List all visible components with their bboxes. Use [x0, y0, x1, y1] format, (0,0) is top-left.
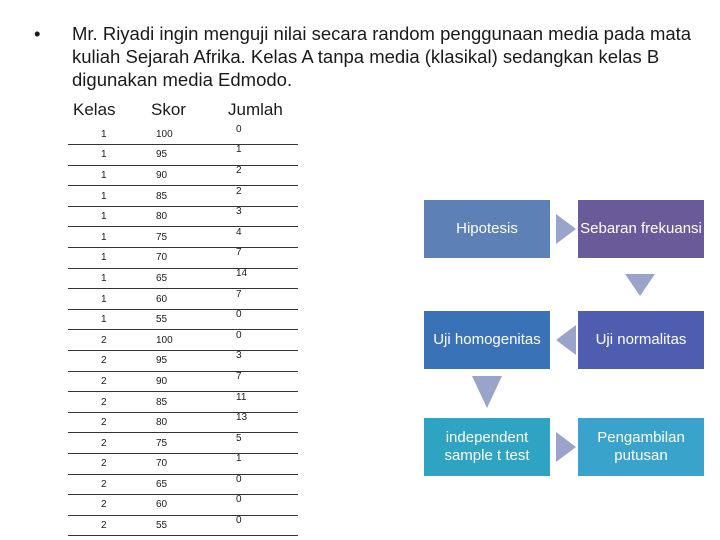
- cell-jumlah-value: 7: [236, 370, 242, 382]
- cell-jumlah: [230, 330, 298, 351]
- cell-kelas-value: 1: [101, 128, 107, 140]
- cell-jumlah: [230, 454, 298, 475]
- cell-skor-value: 80: [156, 417, 168, 429]
- cell-skor: [148, 186, 230, 207]
- cell-skor-value: 60: [156, 293, 168, 305]
- table-row: [68, 289, 298, 310]
- cell-jumlah: [230, 145, 298, 166]
- table-row: [68, 351, 298, 372]
- cell-skor: [148, 227, 230, 248]
- cell-kelas: [68, 515, 148, 536]
- cell-jumlah: [230, 124, 298, 145]
- cell-skor: [148, 330, 230, 351]
- cell-skor-value: 75: [156, 231, 168, 243]
- cell-kelas: [68, 248, 148, 269]
- cell-jumlah-value: 1: [236, 144, 242, 156]
- cell-jumlah: [230, 227, 298, 248]
- cell-skor: [148, 145, 230, 166]
- cell-jumlah-value: 0: [236, 494, 242, 506]
- cell-kelas: [68, 454, 148, 475]
- cell-jumlah-value: 3: [236, 350, 242, 362]
- step-hipotesis: Hipotesis: [424, 200, 550, 258]
- cell-jumlah-value: 2: [236, 185, 242, 197]
- cell-jumlah: [230, 351, 298, 372]
- cell-kelas: [68, 186, 148, 207]
- header-kelas: Kelas: [73, 100, 116, 119]
- cell-kelas-value: 2: [101, 334, 107, 346]
- cell-jumlah-value: 0: [236, 123, 242, 135]
- bullet-text: Mr. Riyadi ingin menguji nilai secara random penggunaan media pada mata kuliah Sejarah Afrika. Kelas A tanpa media (klasikal) sedangkan kelas B digunakan media Edmodo.: [72, 23, 692, 90]
- cell-kelas: [68, 227, 148, 248]
- cell-skor: [148, 268, 230, 289]
- arrow-down-icon: [625, 274, 655, 296]
- cell-jumlah: [230, 289, 298, 310]
- table-row: [68, 145, 298, 166]
- cell-jumlah-value: 1: [236, 453, 242, 465]
- cell-jumlah: [230, 309, 298, 330]
- cell-kelas-value: 1: [101, 190, 107, 202]
- cell-kelas-value: 2: [101, 437, 107, 449]
- cell-jumlah-value: 2: [236, 164, 242, 176]
- cell-skor: [148, 454, 230, 475]
- table-row: [68, 330, 298, 351]
- step-pengambilan-putusan: Pengambilan putusan: [578, 418, 704, 476]
- cell-skor: [148, 248, 230, 269]
- cell-skor-value: 95: [156, 149, 168, 161]
- cell-kelas-value: 1: [101, 293, 107, 305]
- cell-jumlah: [230, 248, 298, 269]
- cell-kelas: [68, 412, 148, 433]
- cell-kelas: [68, 371, 148, 392]
- header-jumlah: Jumlah: [228, 100, 283, 119]
- cell-jumlah-value: 0: [236, 473, 242, 485]
- cell-skor: [148, 371, 230, 392]
- cell-kelas-value: 1: [101, 169, 107, 181]
- table-row: [68, 454, 298, 475]
- cell-kelas: [68, 351, 148, 372]
- cell-jumlah-value: 3: [236, 206, 242, 218]
- cell-kelas: [68, 289, 148, 310]
- cell-kelas-value: 1: [101, 252, 107, 264]
- cell-kelas: [68, 433, 148, 454]
- table-row: [68, 412, 298, 433]
- cell-kelas-value: 2: [101, 375, 107, 387]
- cell-kelas-value: 1: [101, 149, 107, 161]
- table-row: [68, 392, 298, 413]
- table-row: [68, 474, 298, 495]
- cell-skor-value: 85: [156, 396, 168, 408]
- arrow-right-icon: [556, 214, 576, 244]
- cell-jumlah: [230, 186, 298, 207]
- cell-skor-value: 100: [156, 334, 173, 346]
- table-row: [68, 371, 298, 392]
- cell-jumlah-value: 4: [236, 226, 242, 238]
- cell-kelas: [68, 495, 148, 516]
- cell-kelas-value: 1: [101, 272, 107, 284]
- table-row: [68, 227, 298, 248]
- cell-jumlah-value: 13: [236, 412, 248, 424]
- cell-skor-value: 85: [156, 190, 168, 202]
- cell-skor-value: 95: [156, 355, 168, 367]
- cell-jumlah: [230, 165, 298, 186]
- cell-kelas: [68, 309, 148, 330]
- cell-kelas: [68, 392, 148, 413]
- cell-kelas-value: 2: [101, 417, 107, 429]
- table-row: [68, 515, 298, 536]
- cell-kelas: [68, 206, 148, 227]
- cell-jumlah-value: 0: [236, 329, 242, 341]
- cell-kelas-value: 2: [101, 458, 107, 470]
- cell-skor: [148, 495, 230, 516]
- cell-jumlah-value: 0: [236, 309, 242, 321]
- cell-jumlah: [230, 412, 298, 433]
- cell-skor-value: 90: [156, 169, 168, 181]
- step-uji-homogenitas: Uji homogenitas: [424, 311, 550, 369]
- arrow-down-icon: [472, 376, 502, 408]
- table-row: [68, 433, 298, 454]
- cell-jumlah: [230, 371, 298, 392]
- step-sebaran-frekuansi: Sebaran frekuansi: [578, 200, 704, 258]
- cell-jumlah-value: 5: [236, 432, 242, 444]
- cell-skor-value: 60: [156, 499, 168, 511]
- cell-jumlah: [230, 433, 298, 454]
- cell-kelas-value: 2: [101, 478, 107, 490]
- cell-kelas-value: 2: [101, 520, 107, 532]
- cell-skor: [148, 351, 230, 372]
- cell-jumlah: [230, 474, 298, 495]
- cell-kelas: [68, 165, 148, 186]
- score-table-body: [68, 124, 298, 536]
- cell-kelas: [68, 268, 148, 289]
- cell-skor-value: 80: [156, 211, 168, 223]
- cell-jumlah: [230, 392, 298, 413]
- cell-skor-value: 70: [156, 252, 168, 264]
- table-row: [68, 206, 298, 227]
- cell-skor-value: 70: [156, 458, 168, 470]
- cell-jumlah: [230, 495, 298, 516]
- cell-kelas-value: 1: [101, 314, 107, 326]
- score-table: [68, 124, 298, 536]
- cell-kelas: [68, 330, 148, 351]
- table-row: [68, 186, 298, 207]
- cell-jumlah-value: 0: [236, 515, 242, 527]
- cell-jumlah-value: 14: [236, 267, 248, 279]
- cell-skor-value: 90: [156, 375, 168, 387]
- cell-kelas: [68, 145, 148, 166]
- step-uji-normalitas: Uji normalitas: [578, 311, 704, 369]
- header-skor: Skor: [151, 100, 186, 119]
- table-row: [68, 268, 298, 289]
- cell-jumlah-value: 7: [236, 288, 242, 300]
- table-row: [68, 495, 298, 516]
- cell-skor: [148, 289, 230, 310]
- table-row: [68, 124, 298, 145]
- cell-skor: [148, 433, 230, 454]
- cell-jumlah: [230, 515, 298, 536]
- cell-skor-value: 65: [156, 272, 168, 284]
- cell-skor-value: 55: [156, 314, 168, 326]
- cell-skor: [148, 124, 230, 145]
- table-row: [68, 165, 298, 186]
- cell-skor: [148, 412, 230, 433]
- cell-skor-value: 75: [156, 437, 168, 449]
- cell-kelas-value: 1: [101, 231, 107, 243]
- cell-skor: [148, 474, 230, 495]
- cell-kelas-value: 2: [101, 355, 107, 367]
- table-row: [68, 309, 298, 330]
- cell-kelas: [68, 124, 148, 145]
- arrow-left-icon: [556, 325, 576, 355]
- cell-jumlah-value: 7: [236, 247, 242, 259]
- bullet-dot: •: [34, 23, 41, 44]
- cell-kelas-value: 2: [101, 499, 107, 511]
- cell-skor: [148, 309, 230, 330]
- cell-jumlah: [230, 268, 298, 289]
- table-row: [68, 248, 298, 269]
- cell-kelas-value: 2: [101, 396, 107, 408]
- cell-kelas: [68, 474, 148, 495]
- cell-skor: [148, 165, 230, 186]
- cell-skor: [148, 515, 230, 536]
- cell-skor: [148, 392, 230, 413]
- cell-jumlah-value: 11: [236, 391, 247, 403]
- cell-skor-value: 65: [156, 478, 168, 490]
- cell-skor-value: 100: [156, 128, 173, 140]
- cell-skor-value: 55: [156, 520, 168, 532]
- step-independent-t-test: independent sample t test: [424, 418, 550, 476]
- cell-kelas-value: 1: [101, 211, 107, 223]
- cell-skor: [148, 206, 230, 227]
- arrow-right-icon: [556, 432, 576, 462]
- cell-jumlah: [230, 206, 298, 227]
